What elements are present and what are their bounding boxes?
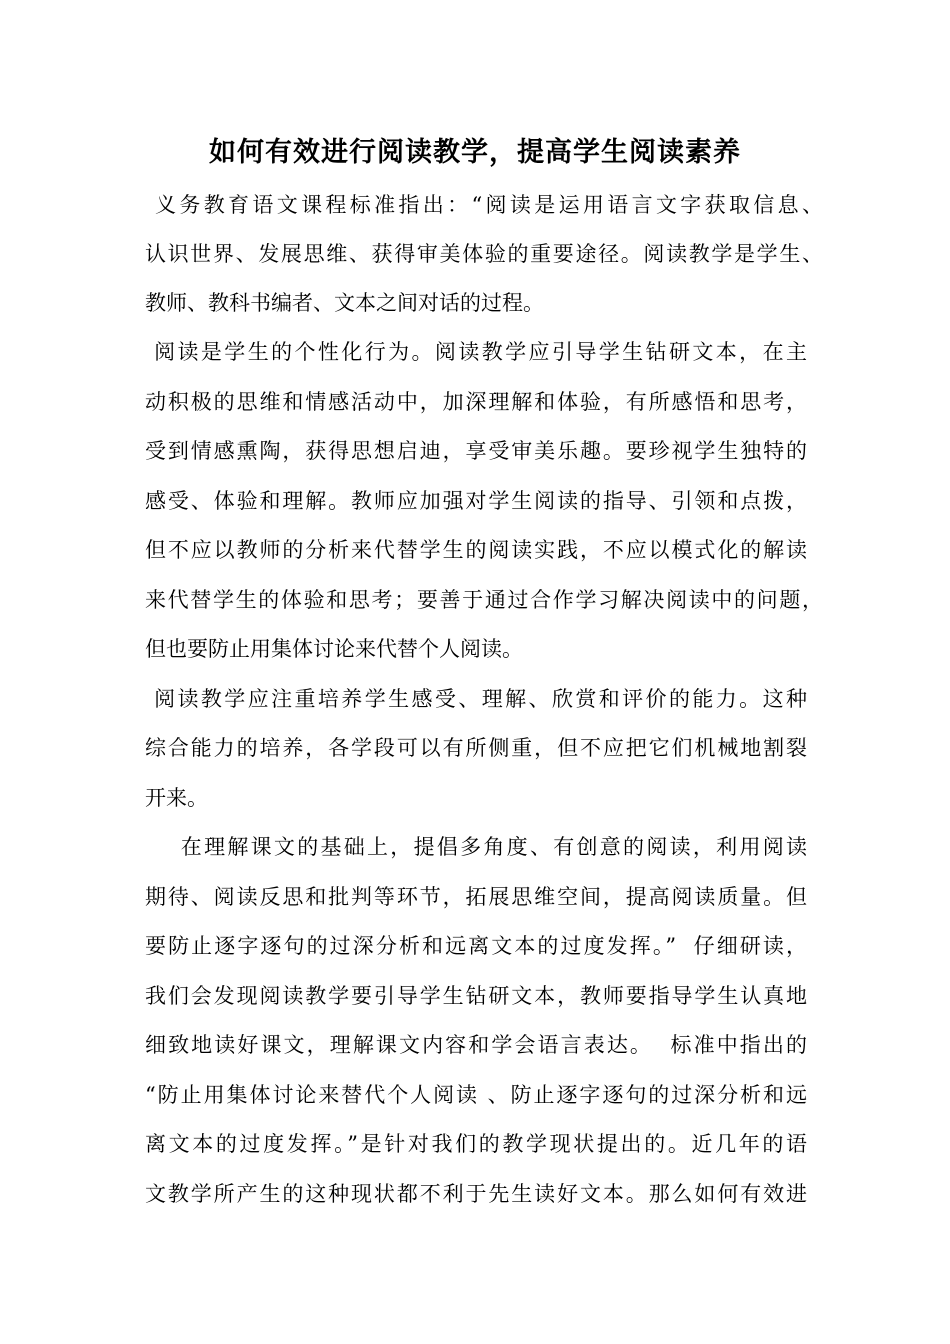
body-line: 但不应以教师的分析来代替学生的阅读实践，不应以模式化的解读 (145, 538, 807, 562)
body-line: 期待、阅读反思和批判等环节，拓展思维空间，提高阅读质量。但 (145, 885, 807, 909)
body-line: 要防止逐字逐句的过深分析和远离文本的过度发挥。” 仔细研读， (145, 934, 807, 958)
body-line: 感受、体验和理解。教师应加强对学生阅读的指导、引领和点拨， (145, 489, 807, 513)
body-line: 教师、教科书编者、文本之间对话的过程。 (145, 291, 544, 315)
body-line: 义务教育语文课程标准指出：“阅读是运用语言文字获取信息、 (145, 193, 823, 217)
body-line: 受到情感熏陶，获得思想启迪，享受审美乐趣。要珍视学生独特的 (145, 439, 807, 463)
body-line: 阅读教学应注重培养学生感受、理解、欣赏和评价的能力。这种 (145, 687, 807, 711)
body-line: 综合能力的培养，各学段可以有所侧重，但不应把它们机械地割裂 (145, 736, 807, 760)
body-line: 但也要防止用集体讨论来代替个人阅读。 (145, 637, 523, 661)
body-line: 动积极的思维和情感活动中，加深理解和体验，有所感悟和思考， (145, 390, 807, 414)
body-line: 文教学所产生的这种现状都不利于先生读好文本。那么如何有效进 (145, 1182, 807, 1206)
body-line: 开来。 (145, 786, 208, 810)
document-title: 如何有效进行阅读教学，提高学生阅读素养 (209, 137, 741, 168)
body-line: 来代替学生的体验和思考；要善于通过合作学习解决阅读中的问题， (145, 588, 823, 612)
body-line: 认识世界、发展思维、获得审美体验的重要途径。阅读教学是学生、 (145, 242, 823, 266)
body-line: “防止用集体讨论来替代个人阅读 、防止逐字逐句的过深分析和远 (145, 1083, 807, 1107)
body-line: 我们会发现阅读教学要引导学生钻研文本，教师要指导学生认真地 (145, 984, 807, 1008)
body-line: 在理解课文的基础上，提倡多角度、有创意的阅读，利用阅读 (145, 835, 807, 859)
body-line: 细致地读好课文，理解课文内容和学会语言表达。 标准中指出的 (145, 1033, 807, 1057)
body-line: 阅读是学生的个性化行为。阅读教学应引导学生钻研文本，在主 (145, 340, 807, 364)
body-line: 离文本的过度发挥。”是针对我们的教学现状提出的。近几年的语 (145, 1132, 807, 1156)
